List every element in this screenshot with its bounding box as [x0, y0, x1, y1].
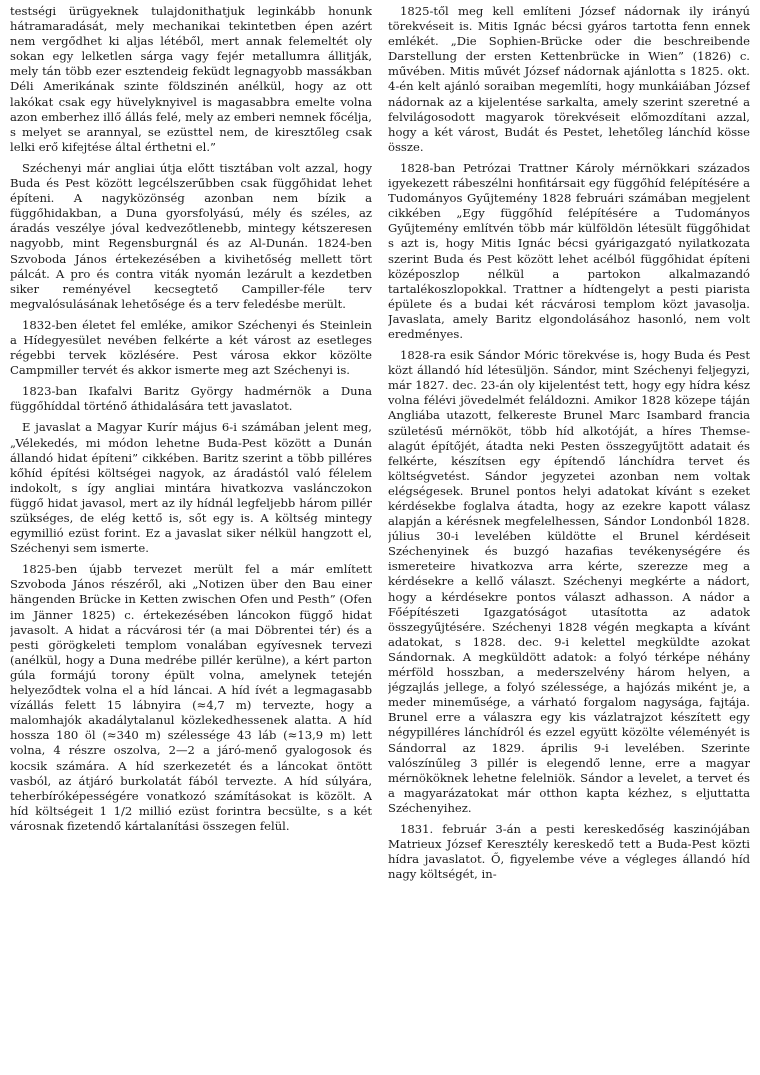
paragraph: 1828-ban Petrózai Trattner Károly mérnökkari százados igyekezett rábeszélni honfitársait egy függőhíd felépítésére a Tudományos Gyűjtemény 1828 februári számában megjelent cikkében „Egy függőhíd felépítésére a Tudományos Gyűjtemény említvén több már külföldön létesült függőhidat s azt is, hogy Mitis Ignác bécsi gyárigazgató nyilatkozata szerint Buda és Pest között lehet acélból függőhidat építeni középoszlop nélkül a partokon alkalmazandó tartalékoszlopokkal. Trattner a hídtengelyt a pesti piarista épülete és a budai két rácvárosi templom közt javasolja. Javaslata, amely Baritz elgondolásához hasonló, nem volt eredményes.	[388, 160, 750, 341]
paragraph: Széchenyi már angliai útja előtt tisztában volt azzal, hogy Buda és Pest között legcélszerűbben csak függőhidat lehet építeni. A nagyközönség azonban nem bízik a függőhidakban, a Duna gyorsfolyású, mély és széles, az áradás veszélye jóval kedvezőtlenebb, mintegy kétszeresen nagyobb, mint Regensburgnál és az Al-Dunán. 1824-ben Szvoboda János értekezésében a kivihetőség mellett tört pálcát. A pro és contra viták nyomán lezárult a kezdetben siker reményével kecsegtető Campiller-féle terv megvalósulásának lehetősége és a terv feledésbe merült.	[10, 160, 372, 311]
left-column	[10, 4, 372, 1075]
paragraph: 1831. február 3-án a pesti kereskedőség kaszinójában Matrieux József Keresztély kereskedő tett a Buda-Pest közti hídra javaslatot. Ő, figyelembe véve a végleges állandó híd nagy költségét, in-	[388, 821, 750, 882]
paragraph: 1828-ra esik Sándor Móric törekvése is, hogy Buda és Pest közt állandó híd létesüljön. Sándor, mint Széchenyi feljegyzi, már 1827. dec. 23-án oly kijelentést tett, hogy egy hídra kész volna félévi jövedelmét feláldozni. Amikor 1828 közepe táján Angliába utazott, felkereste Brunel Marc Isambard francia születésű mérnököt, több híd alkotóját, a híres Themse-alagút építőjét, átadta neki Pesten összegyűjtött adatait és felkérte, készítsen egy építendő lánchídra tervet és költségvetést. Sándor jegyzetei azonban nem voltak elégségesek. Brunel pontos helyi adatokat kívánt s ezeket kérdésekbe foglalva átadta, hogy az ezekre kapott válasz alapján a kérésnek megfelelhessen, Sándor Londonból 1828. július 30-i levelében küldötte el Brunel kérdéseit Széchenyinek és buzgó hazafias tevékenységére és ismereteire hivatkozva arra kérte, szerezze meg a kérdésekre a kellő választ. Széchenyi megkérte a nádort, hogy a kérdésekre pontos választ adhasson. A nádor a Főépítészeti Igazgatóságot utasította az adatok összegyűjtésére. Széchenyi 1828 végén megkapta a kívánt adatokat, s 1828. dec. 9-i kelettel megküldte azokat Sándornak. A megküldött adatok: a folyó térképe néhány mérföld hosszban, a mederszelvény három helyen, a jégzajlás jellege, a folyó szélessége, a hajózás miként je, a meder mineműsége, a várható forgalom nagysága, fajtája. Brunel erre a válaszra egy kis vázlatrajzot készített egy négypilléres lánchídról és ezzel együtt közölte véleményét is Sándorral az 1829. április 9-i levelében. Szerinte valószínűleg 3 pillér is elegendő lenne, erre a magyar mérnököknek lehetne felelniök. Sándor a levelet, a tervet és a magyarázatokat már otthon kapta kézhez, s eljuttatta Széchenyihez.	[388, 348, 750, 815]
text-columns	[10, 4, 750, 1075]
paragraph: 1832-ben életet fel emléke, amikor Széchenyi és Steinlein a Hídegyesület nevében felkérte a két várost az esetleges régebbi tervek közlésére. Pest városa ekkor közölte Campmiller tervét és akkor ismerte meg azt Széchenyi is.	[10, 317, 372, 378]
paragraph: testségi ürügyeknek tulajdonithatjuk leginkább honunk hátramaradását, mely mechanikai tekintetben épen azért nem vergődhet ki aljas létéből, mert annak felemeltét oly sokan egy lelketlen sárga vagy fejér metallumra állitják, mely tán több ezer esztendeig feküdt legnagyobb massákban Déli Amerikának szinte földszinén anélkül, hogy az ott lakókat csak egy hüvelyknyivel is magasabbra emelte volna azon emberhez illő állás felé, mely az emberi nemnek főcélja, s melyet se arannyal, se ezüsttel nem, de kiresztőleg csak lelki erő kifejtése által érthetni el.”	[10, 4, 372, 154]
paragraph: 1823-ban Ikafalvi Baritz György hadmérnök a Duna függőhíddal történő áthidalására tett javaslatot.	[10, 384, 372, 414]
paragraph: E javaslat a Magyar Kurír május 6-i számában jelent meg, „Vélekedés, mi módon lehetne Buda-Pest között a Dunán állandó hidat építeni” cikkében. Baritz szerint a több pilléres kőhíd építési költségei nagyok, az áradástól való félelem indokolt, s így angliai mintára hivatkozva vaslánczokon függő hidat javasol, mert az ily hídnál legfeljebb három pillér szükséges, de elég kettő is, sőt egy is. A költség mintegy egymillió ezüst forint. Ez a javaslat siker nélkül hangzott el, Széchenyi sem ismerte.	[10, 420, 372, 556]
right-column	[388, 4, 750, 1075]
paragraph: 1825-től meg kell említeni József nádornak ily irányú törekvéseit is. Mitis Ignác bécsi gyáros tartotta fenn ennek emlékét. „Die Sophien-Brücke oder die beschreibende Darstellung der ersten Kettenbrücke in Wien” (1826) c. művében. Mitis művét József nádornak ajánlotta s 1825. okt. 4-én kelt ajánló soraiban megemlíti, hogy munkáiában József nádornak az a kijelentése sarkalta, amely szerint szeretné a felvilágosodott magyarok törekvéseit előmozdítani azzal, hogy a két várost, Budát és Pestet, lehetőleg lánchíd kösse össze.	[388, 4, 750, 154]
paragraph: 1825-ben újabb tervezet merült fel a már említett Szvoboda János részéről, aki „Notizen über den Bau einer hängenden Brücke in Ketten zwischen Ofen und Pesth” (Ofen im Jänner 1825) c. értekezésében láncokon függő hidat javasolt. A hidat a rácvárosi tér (a mai Döbrentei tér) és a pesti görögkeleti templom vonalában egyívesnek tervezi (anélkül, hogy a Duna medrébe pillér kerülne), a kért parton gúla formájú torony épült volna, amelynek tetején helyeződtek volna el a híd láncai. A híd ívét a legmagasabb vízállás felett 15 lábnyira (≈4,7 m) tervezte, hogy a malomhajók akadálytalanul közlekedhessenek alatta. A híd hossza 180 öl (≈340 m) szélessége 43 láb (≈13,9 m) lett volna, 4 részre oszolva, 2—2 a járó-menő gyalogosok és kocsik számára. A híd szerkezetét és a láncokat öntött vasból, az átjáró burkolatát fából tervezte. A híd súlyára, teherbíróképességére vonatkozó számításokat is közölt. A híd költségeit 1 1/2 millió ezüst forintra becsülte, s a két városnak fizetendő kártalanítási összegen felül.	[10, 562, 372, 833]
